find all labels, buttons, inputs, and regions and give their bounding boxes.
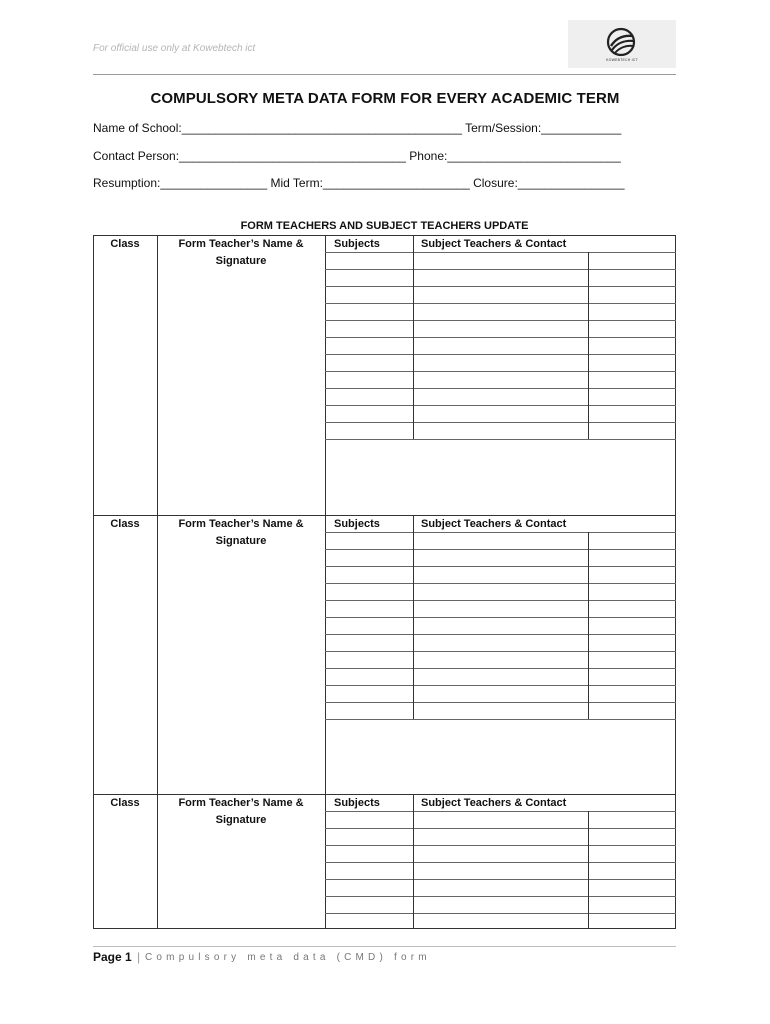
form-teacher-column-divider: [325, 235, 326, 929]
subject-teachers-header: Subject Teachers & Contact: [421, 238, 567, 250]
subject-row-line: [325, 828, 676, 829]
form-teacher-header: Form Teacher’s Name &: [178, 797, 304, 809]
subject-row-line: [325, 685, 676, 686]
subjects-header: Subjects: [334, 238, 380, 250]
header-divider: [93, 74, 676, 75]
subject-row-line: [325, 600, 676, 601]
subject-row-line: [325, 862, 676, 863]
subject-row-line: [325, 252, 676, 253]
subject-row-line: [325, 913, 676, 914]
subject-row-line: [325, 811, 676, 812]
subject-row-line: [325, 337, 676, 338]
subject-row-line: [325, 532, 676, 533]
subject-row-line: [325, 634, 676, 635]
footer-separator: |: [137, 950, 141, 964]
signature-header: Signature: [215, 814, 267, 826]
footer-divider: [93, 946, 676, 947]
form-teacher-header: Form Teacher’s Name &: [178, 518, 304, 530]
subjects-column-divider: [413, 235, 414, 439]
subjects-column-divider: [413, 794, 414, 929]
subject-row-line: [325, 286, 676, 287]
signature-header: Signature: [215, 255, 267, 267]
subject-teachers-header: Subject Teachers & Contact: [421, 518, 567, 530]
subject-row-line: [325, 845, 676, 846]
subject-row-line: [325, 422, 676, 423]
subject-row-line: [325, 371, 676, 372]
subject-row-line: [325, 651, 676, 652]
subject-teachers-header: Subject Teachers & Contact: [421, 797, 567, 809]
class-header: Class: [110, 797, 140, 809]
subject-row-line: [325, 566, 676, 567]
dates-line[interactable]: Resumption:________________ Mid Term:______________________ Closure:________________: [93, 176, 625, 190]
class-header: Class: [110, 238, 140, 250]
subject-row-line: [325, 320, 676, 321]
form-teacher-header: Form Teacher’s Name &: [178, 238, 304, 250]
subject-row-line: [325, 388, 676, 389]
school-term-line[interactable]: Name of School:__________________________________________ Term/Session:____________: [93, 121, 622, 135]
logo-emblem-icon: [604, 26, 638, 58]
logo-text: KOWEBTECH ICT: [606, 58, 638, 62]
subjects-header: Subjects: [334, 518, 380, 530]
subject-row-line: [325, 719, 676, 720]
subject-row-line: [325, 896, 676, 897]
document-name: Compulsory meta data (CMD) form: [145, 952, 431, 963]
subjects-header: Subjects: [334, 797, 380, 809]
subject-row-line: [325, 549, 676, 550]
subject-row-line: [325, 583, 676, 584]
section-title: FORM TEACHERS AND SUBJECT TEACHERS UPDATE: [240, 220, 529, 232]
subject-row-line: [325, 879, 676, 880]
subject-row-line: [325, 354, 676, 355]
school-logo: [568, 20, 676, 68]
subjects-column-divider: [413, 515, 414, 719]
subject-row-line: [325, 269, 676, 270]
signature-header: Signature: [215, 535, 267, 547]
class-header: Class: [110, 518, 140, 530]
subject-row-line: [325, 668, 676, 669]
subject-row-line: [325, 617, 676, 618]
contact-column-divider: [588, 532, 589, 719]
contact-column-divider: [588, 811, 589, 929]
page-number: Page 1: [93, 950, 132, 964]
official-use-note: For official use only at Kowebtech ict: [93, 43, 256, 54]
subject-row-line: [325, 303, 676, 304]
contact-column-divider: [588, 252, 589, 439]
subject-row-line: [325, 702, 676, 703]
teachers-table: [93, 235, 676, 929]
subject-row-line: [325, 439, 676, 440]
page-title: COMPULSORY META DATA FORM FOR EVERY ACADEMIC TERM: [150, 90, 620, 107]
contact-phone-line[interactable]: Contact Person:__________________________________ Phone:__________________________: [93, 149, 621, 163]
subject-row-line: [325, 405, 676, 406]
